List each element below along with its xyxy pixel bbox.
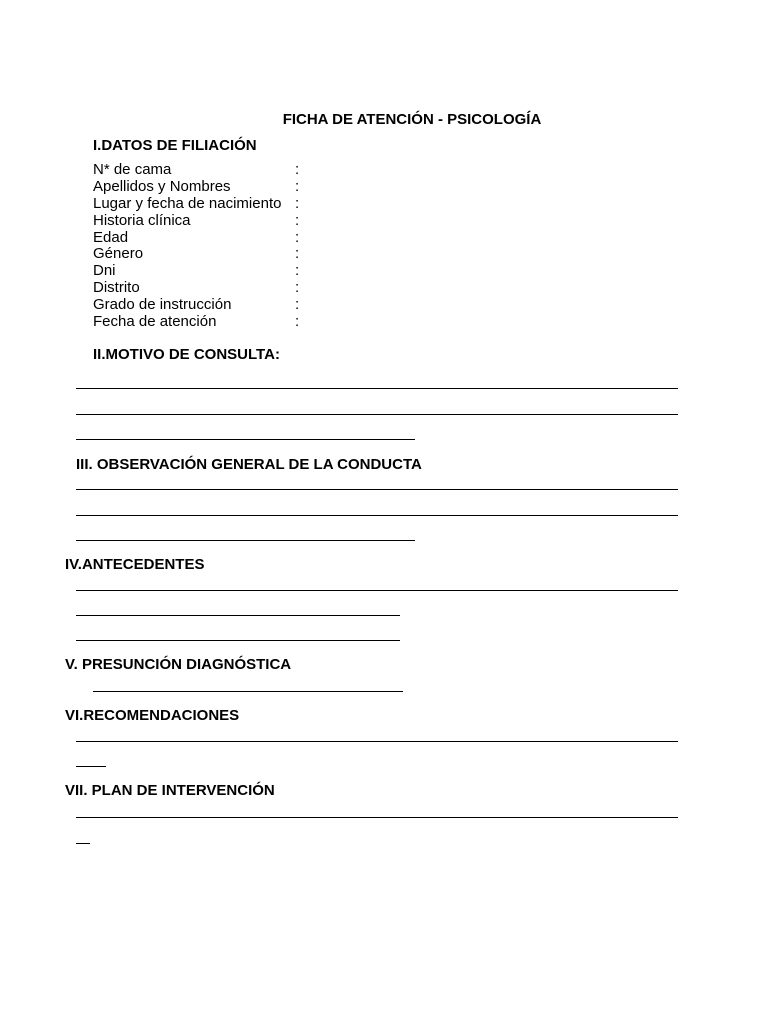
writing-line	[76, 540, 415, 541]
writing-line	[76, 741, 678, 742]
field-label-genero: Género	[93, 245, 144, 262]
field-colon: :	[295, 212, 300, 229]
writing-line	[93, 691, 403, 692]
writing-line	[76, 615, 400, 616]
field-colon: :	[295, 313, 300, 330]
field-label-nacimiento: Lugar y fecha de nacimiento	[93, 195, 282, 212]
field-label-cama: N* de cama	[93, 161, 172, 178]
field-colon: :	[295, 279, 300, 296]
writing-line	[76, 817, 678, 818]
field-label-edad: Edad	[93, 229, 129, 246]
writing-line	[76, 489, 678, 490]
field-colon: :	[295, 161, 300, 178]
field-label-fecha-atencion: Fecha de atención	[93, 313, 217, 330]
field-colon: :	[295, 229, 300, 246]
field-colon: :	[295, 245, 300, 262]
section-heading-observacion: III. OBSERVACIÓN GENERAL DE LA CONDUCTA	[76, 456, 422, 473]
field-label-distrito: Distrito	[93, 279, 140, 296]
field-label-nombres: Apellidos y Nombres	[93, 178, 231, 195]
writing-line	[76, 414, 678, 415]
field-label-instruccion: Grado de instrucción	[93, 296, 232, 313]
section-heading-filiacion: I.DATOS DE FILIACIÓN	[93, 137, 257, 154]
writing-line	[76, 515, 678, 516]
field-label-historia: Historia clínica	[93, 212, 191, 229]
document-title: FICHA DE ATENCIÓN - PSICOLOGÍA	[282, 111, 542, 128]
section-heading-motivo: II.MOTIVO DE CONSULTA:	[93, 346, 280, 363]
writing-line	[76, 439, 415, 440]
field-colon: :	[295, 296, 300, 313]
section-heading-presuncion: V. PRESUNCIÓN DIAGNÓSTICA	[65, 656, 292, 673]
field-label-dni: Dni	[93, 262, 116, 279]
writing-line	[76, 640, 400, 641]
field-colon: :	[295, 178, 300, 195]
writing-line	[76, 590, 678, 591]
section-heading-plan: VII. PLAN DE INTERVENCIÓN	[65, 782, 275, 799]
section-heading-recomendaciones: VI.RECOMENDACIONES	[65, 707, 240, 724]
field-colon: :	[295, 262, 300, 279]
writing-line	[76, 843, 90, 844]
writing-line	[76, 388, 678, 389]
writing-line	[76, 766, 106, 767]
section-heading-antecedentes: IV.ANTECEDENTES	[65, 556, 205, 573]
field-colon: :	[295, 195, 300, 212]
